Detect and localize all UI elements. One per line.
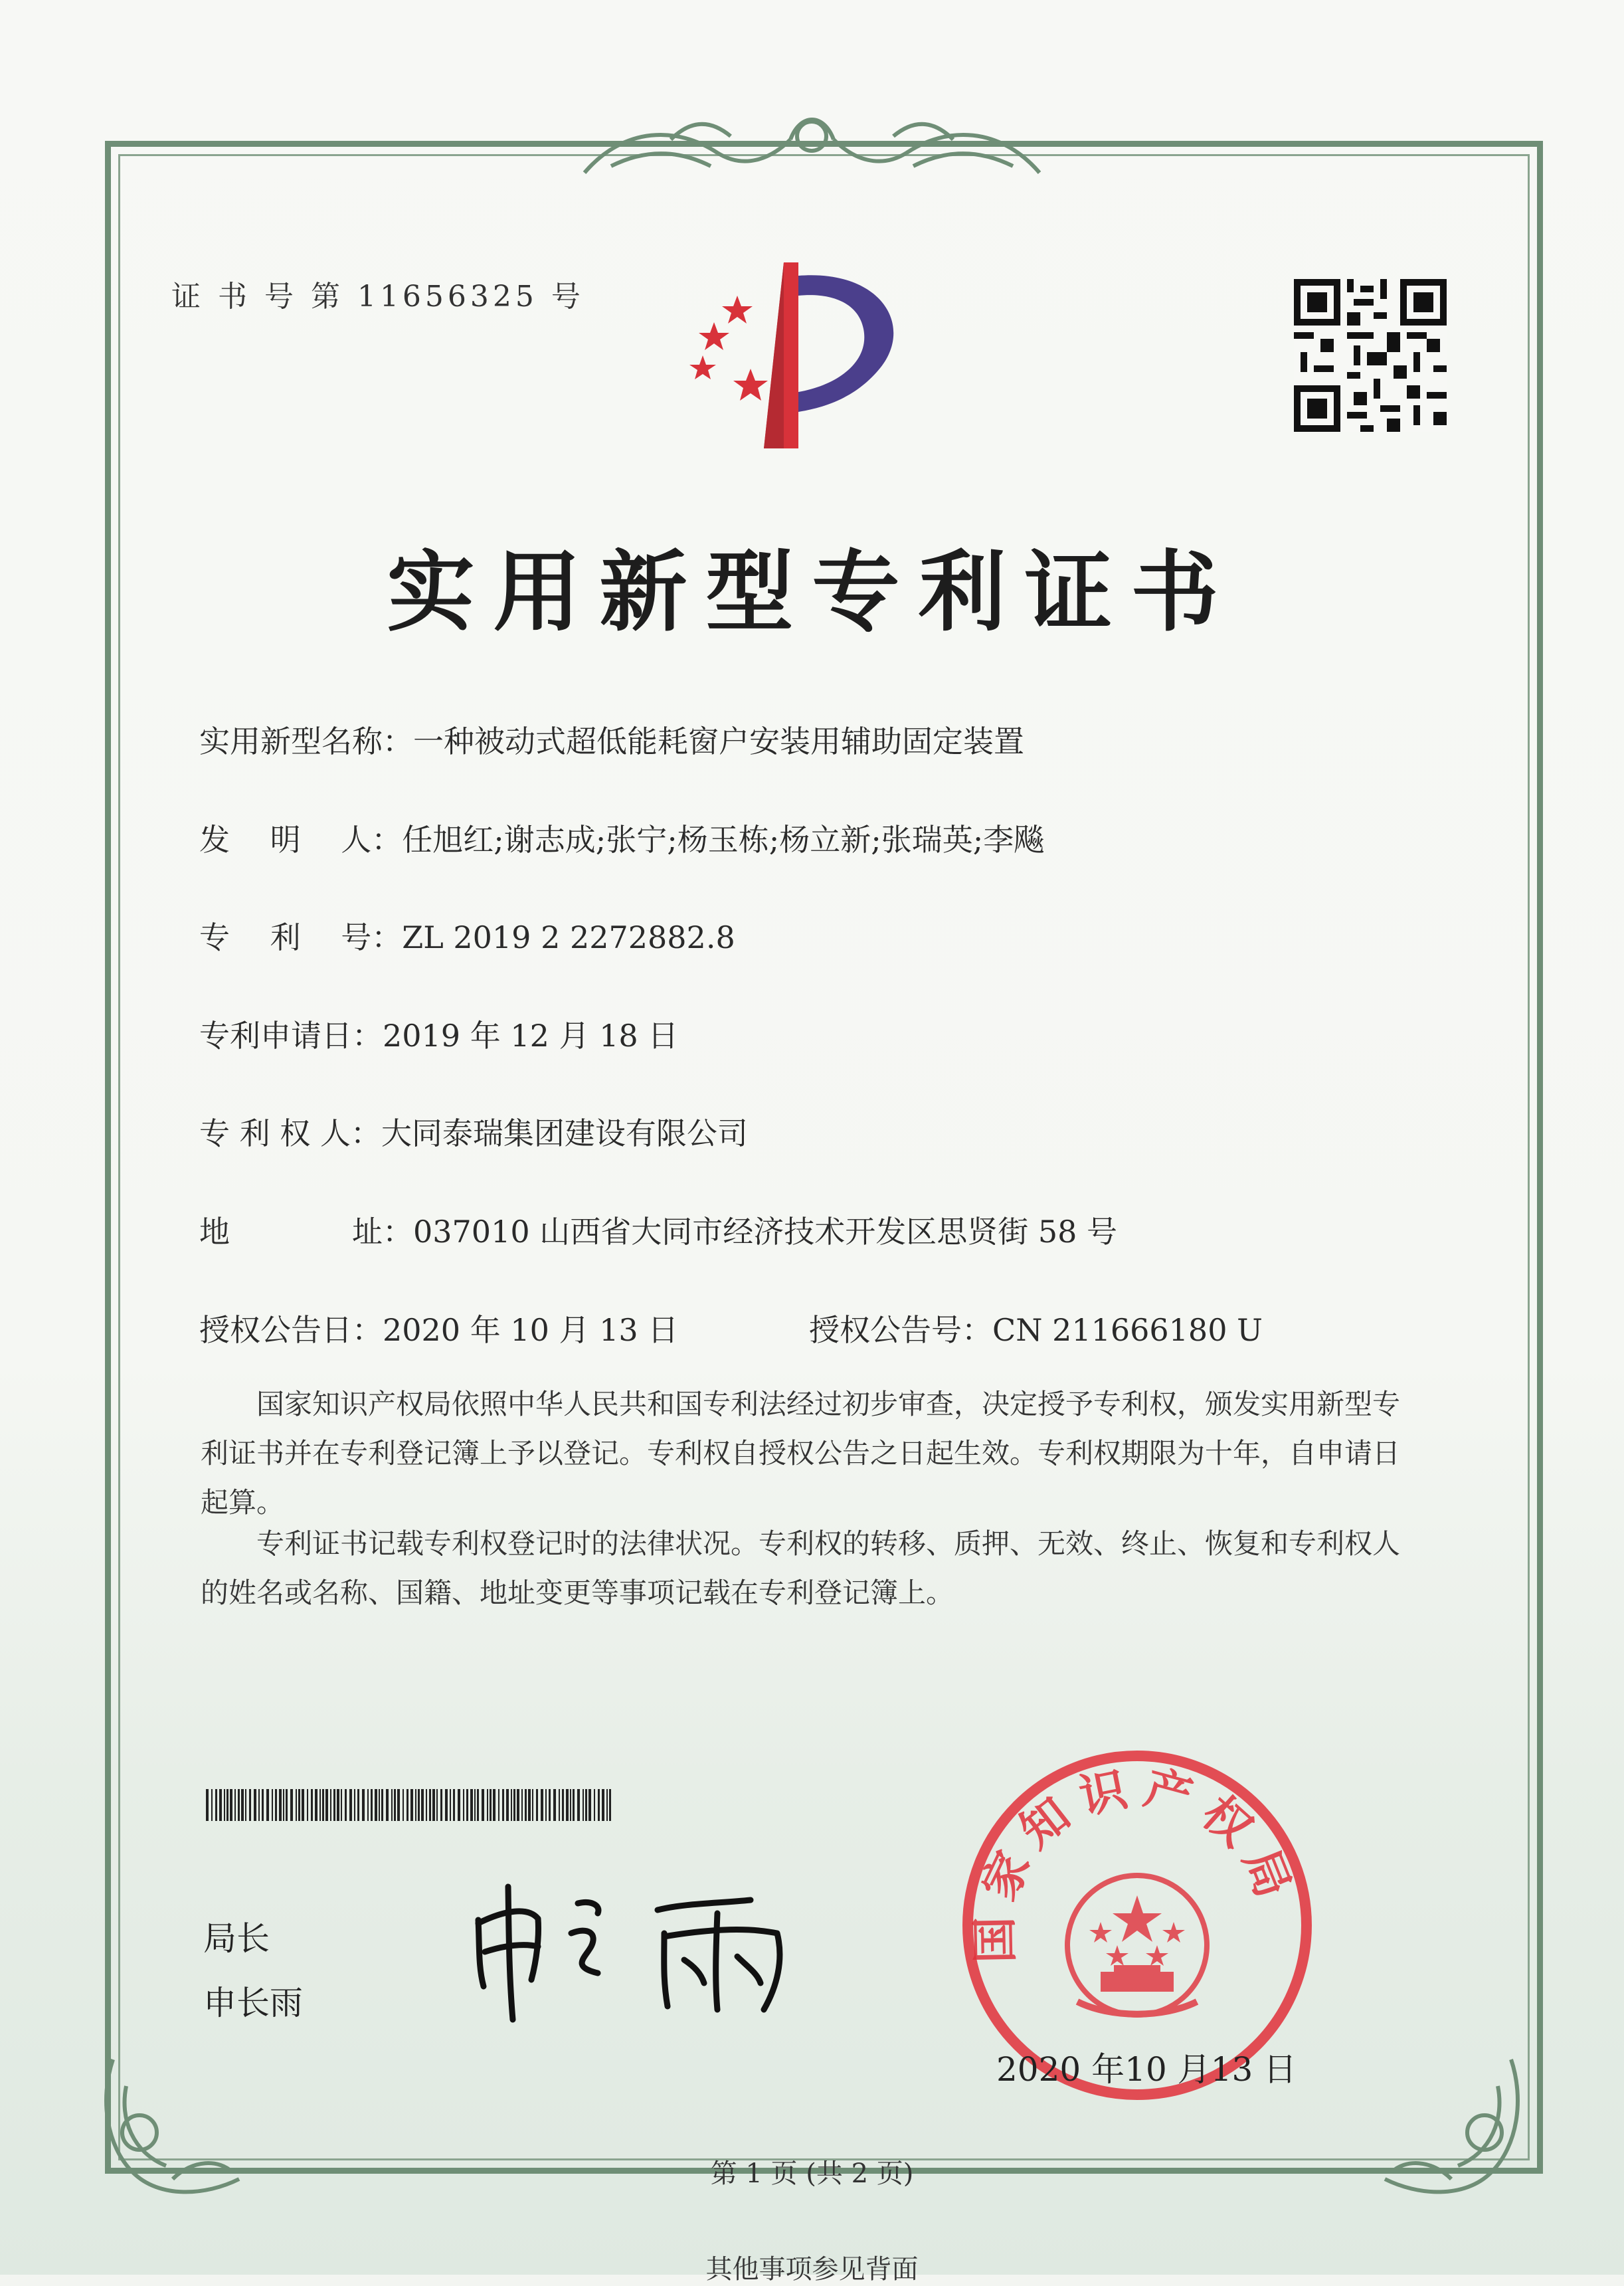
barcode-bar: [375, 1789, 377, 1821]
barcode-bar: [573, 1789, 575, 1821]
barcode-bar: [394, 1789, 396, 1821]
barcode-bar: [502, 1789, 504, 1821]
barcode-bar: [426, 1789, 427, 1821]
barcode-bar: [333, 1789, 335, 1821]
barcode-bar: [521, 1789, 523, 1821]
barcode-bar: [206, 1789, 209, 1821]
barcode-bar: [490, 1789, 492, 1821]
barcode-bar: [559, 1789, 560, 1821]
barcode-bar: [482, 1789, 484, 1821]
barcode-bar: [588, 1789, 591, 1821]
barcode-bar: [436, 1789, 438, 1821]
barcode-bar: [506, 1789, 509, 1821]
barcode-bar: [245, 1789, 246, 1821]
barcode-bar: [403, 1789, 404, 1821]
handwritten-signature: [465, 1873, 824, 2026]
barcode-bar: [354, 1789, 355, 1821]
field-label: 专 利 权 人：: [199, 1115, 381, 1151]
barcode-bar: [283, 1789, 284, 1821]
barcode-bar: [415, 1789, 416, 1821]
barcode-bar: [583, 1789, 584, 1821]
barcode-bar: [349, 1789, 352, 1821]
field-utility-model-name: [199, 717, 1024, 761]
barcode-bar: [266, 1789, 269, 1821]
barcode-bar: [606, 1789, 608, 1821]
barcode-bar: [429, 1789, 431, 1821]
barcode-bar: [319, 1789, 321, 1821]
barcode-bar: [254, 1789, 256, 1821]
barcode-bar: [445, 1789, 448, 1821]
logo-star: [699, 322, 729, 350]
certificate-number: 证 书 号 第 11656325 号: [171, 280, 585, 314]
barcode-bar: [418, 1789, 420, 1821]
field-label: 授权公告日：: [199, 1312, 383, 1348]
national-emblem: [1067, 1875, 1207, 2015]
barcode-bar: [536, 1789, 538, 1821]
barcode-bar: [525, 1789, 527, 1821]
barcode-bar: [371, 1789, 373, 1821]
barcode-bar: [381, 1789, 383, 1821]
barcode-bar: [553, 1789, 556, 1821]
barcode-bar: [249, 1789, 251, 1821]
field-value: 一种被动式超低能耗窗户安装用辅助固定装置: [413, 723, 1024, 759]
barcode-bar: [286, 1789, 288, 1821]
barcode-bar: [234, 1789, 236, 1821]
barcode-bar: [470, 1789, 473, 1821]
field-value: 2019 年 12 月 18 日: [383, 1018, 679, 1054]
barcode-bar: [275, 1789, 277, 1821]
paragraph-issuance: 国家知识产权局依照中华人民共和国专利法经过初步审查，决定授予专利权，颁发实用新型专利证书并在专利登记簿上予以登记。专利权自授权公告之日起生效。专利权期限为十年，自申请日起算。: [201, 1388, 1401, 1519]
top-ornament: [571, 100, 1053, 186]
barcode-bar: [330, 1789, 331, 1821]
barcode-bar: [513, 1789, 515, 1821]
barcode-bar: [224, 1789, 225, 1821]
barcode-bar: [458, 1789, 460, 1821]
barcode-bar: [397, 1789, 400, 1821]
barcode-bar: [432, 1789, 435, 1821]
svg-text:国家知识产权局: [967, 1760, 1305, 1964]
barcode-bar: [421, 1789, 424, 1821]
field-inventors: [199, 816, 1044, 860]
barcode-bar: [272, 1789, 273, 1821]
back-note: 其他事项参见背面: [705, 2254, 919, 2285]
barcode-bar: [307, 1789, 308, 1821]
barcode-bar: [440, 1789, 442, 1821]
field-value: CN 211666180 U: [992, 1312, 1263, 1348]
barcode-bar: [602, 1789, 604, 1821]
barcode-bar: [357, 1789, 359, 1821]
field-application-date: [199, 1012, 678, 1056]
barcode-bar: [585, 1789, 587, 1821]
barcode-bar: [296, 1789, 297, 1821]
seal-text: 国家知识产权局: [967, 1759, 1306, 1964]
barcode-bar: [241, 1789, 244, 1821]
field-value: 大同泰瑞集团建设有限公司: [381, 1115, 748, 1151]
qr-code: [1294, 279, 1447, 432]
field-grant-number: [809, 1306, 1263, 1350]
barcode-bar: [290, 1789, 293, 1821]
field-grant-date: [199, 1306, 678, 1350]
barcode-bar: [211, 1789, 213, 1821]
logo-star: [689, 355, 716, 379]
barcode-bar: [325, 1789, 328, 1821]
field-patent-number: [199, 913, 735, 957]
barcode-bar: [379, 1789, 380, 1821]
field-label: 授权公告号：: [809, 1312, 992, 1348]
barcode-bar: [279, 1789, 282, 1821]
field-label: 专 利 号：: [199, 919, 403, 955]
logo-star: [733, 369, 768, 401]
barcode-bar: [487, 1789, 488, 1821]
barcode-bar: [322, 1789, 324, 1821]
barcode-bar: [367, 1789, 369, 1821]
paragraph-legal-status: 专利证书记载专利权登记时的法律状况。专利权的转移、质押、无效、终止、恢复和专利权人的姓名或名称、国籍、地址变更等事项记载在专利登记簿上。: [201, 1527, 1401, 1609]
barcode-bar: [315, 1789, 317, 1821]
barcode-bar: [562, 1789, 564, 1821]
barcode-bar: [598, 1789, 600, 1821]
field-value: 2020 年 10 月 13 日: [383, 1312, 679, 1348]
barcode-bar: [466, 1789, 468, 1821]
barcode-bar: [453, 1789, 455, 1821]
field-value: ZL 2019 2 2272882.8: [402, 919, 735, 955]
barcode-bar: [570, 1789, 571, 1821]
barcode-bar: [549, 1789, 551, 1821]
field-label: 发 明 人：: [199, 822, 403, 858]
barcode-bar: [450, 1789, 451, 1821]
barcode-bar: [230, 1789, 232, 1821]
barcode-bar: [541, 1789, 543, 1821]
barcode-bar: [528, 1789, 531, 1821]
barcode-bar: [566, 1789, 569, 1821]
barcode-bar: [463, 1789, 464, 1821]
barcode-bar: [298, 1789, 300, 1821]
barcode-bar: [362, 1789, 365, 1821]
barcode-bar: [262, 1789, 264, 1821]
barcode-bar: [258, 1789, 260, 1821]
barcode-bar: [337, 1789, 339, 1821]
barcode-bar: [545, 1789, 547, 1821]
signatory-title: 局长: [203, 1919, 270, 1958]
barcode-bar: [219, 1789, 222, 1821]
barcode-bar: [474, 1789, 476, 1821]
barcode-bar: [609, 1789, 611, 1821]
barcode-bar: [577, 1789, 580, 1821]
barcode-bar: [532, 1789, 533, 1821]
barcode-bar: [386, 1789, 389, 1821]
barcode-bar: [215, 1789, 217, 1821]
cnipa-logo: [684, 256, 937, 455]
barcode-bar: [302, 1789, 304, 1821]
barcode-bar: [410, 1789, 413, 1821]
field-patentee: [199, 1109, 748, 1153]
barcode-bar: [345, 1789, 347, 1821]
barcode-bar: [477, 1789, 479, 1821]
signatory-name: 申长雨: [203, 1984, 303, 2022]
field-label: 实用新型名称：: [199, 723, 413, 759]
inner-border-frame: [118, 154, 1530, 2160]
barcode-bar: [406, 1789, 408, 1821]
field-label: 地 址：: [199, 1214, 413, 1250]
barcode-bar: [341, 1789, 342, 1821]
field-label: 专利申请日：: [199, 1018, 383, 1054]
logo-purple-p: [798, 275, 893, 412]
barcode-bar: [517, 1789, 519, 1821]
barcode-bar: [238, 1789, 240, 1821]
field-value: 037010 山西省大同市经济技术开发区思贤街 58 号: [413, 1214, 1117, 1250]
page-number: 第 1 页 (共 2 页): [710, 2158, 914, 2189]
barcode-bar: [311, 1789, 313, 1821]
barcode-bar: [493, 1789, 496, 1821]
barcode-bar: [594, 1789, 595, 1821]
barcode-bar: [498, 1789, 499, 1821]
field-address: [199, 1208, 1117, 1252]
barcode: [206, 1789, 612, 1821]
logo-star: [722, 296, 753, 324]
field-value: 任旭红;谢志成;张宁;杨玉栋;杨立新;张瑞英;李飚: [402, 822, 1045, 858]
seal-date: 2020 年10 月13 日: [996, 2050, 1297, 2089]
document-title: 实用新型专利证书: [387, 541, 1237, 644]
barcode-bar: [226, 1789, 228, 1821]
barcode-bar: [391, 1789, 393, 1821]
barcode-bar: [511, 1789, 512, 1821]
